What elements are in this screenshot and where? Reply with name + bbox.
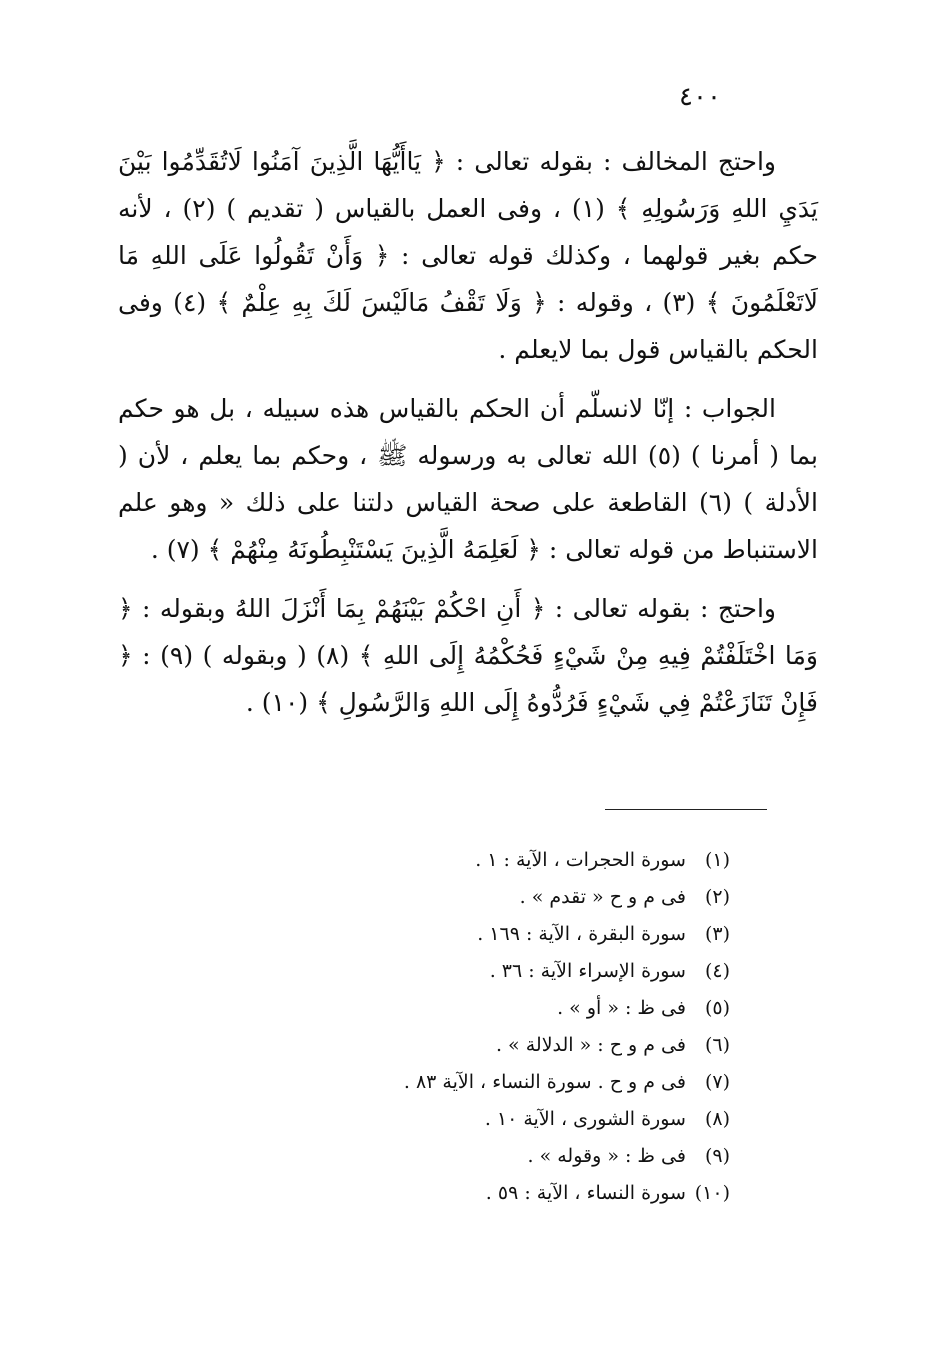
paragraph-reply: الجواب : إنّا لانسلّم أن الحكم بالقياس هذه سبيله ، بل هو حكم بما ( أمرنا ) (٥) الله تعالى به ورسوله ﷺ ، وحكم بما يعلم ، لأن ( الأدلة ) (٦) القاطعة على صحة القياس دلتنا على ذلك « وهو علم الاستنباط من قوله تعالى : ﴿ لَعَلِمَهُ الَّذِينَ يَسْتَنْبِطُونَهُ مِنْهُمْ ﴾ (٧) .: [118, 394, 818, 564]
footnote-number: (٢): [704, 886, 730, 908]
footnote-item: [310, 1027, 730, 1064]
footnote-item: [310, 1138, 730, 1175]
footnote-text: فى ظ : « أو » .: [557, 997, 686, 1019]
footnote-number: (٦): [704, 1034, 730, 1056]
footnote-text: سورة الحجرات ، الآية : ١ .: [475, 849, 686, 871]
main-text: [118, 138, 818, 726]
footnote-number: (٩): [704, 1145, 730, 1167]
footnote-number: (٥): [704, 997, 730, 1019]
footnote-item: [310, 953, 730, 990]
footnote-item: [310, 916, 730, 953]
paragraph-second-argument: واحتج : بقوله تعالى : ﴿ أَنِ احْكُمْ بَيْنَهُمْ بِمَا أَنْزَلَ اللهُ وبقوله : ﴿ وَمَا اخْتَلَفْتُمْ فِيهِ مِنْ شَيْءٍ فَحُكْمُهُ إِلَى اللهِ ﴾ (٨) ( وبقوله ) (٩) : ﴿ فَإِنْ تَنَازَعْتُمْ فِي شَيْءٍ فَرُدُّوهُ إِلَى اللهِ وَالرَّسُولِ ﴾ (١٠) .: [118, 594, 818, 717]
footnote-text: سورة النساء ، الآية : ٥٩ .: [485, 1182, 686, 1204]
footnote-item: [310, 990, 730, 1027]
footnote-text: سورة البقرة ، الآية : ١٦٩ .: [477, 923, 686, 945]
footnote-item: [310, 842, 730, 879]
footnote-text: سورة الإسراء الآية : ٣٦ .: [489, 960, 686, 982]
footnote-text: فى م و ح « تقدم » .: [519, 886, 686, 908]
footnote-number: (٣): [704, 923, 730, 945]
footnote-number: (١): [704, 849, 730, 871]
footnote-item: [310, 1175, 730, 1212]
footnote-number: (١٠): [694, 1182, 730, 1204]
paragraph-opponent-argument: واحتج المخالف : بقوله تعالى : ﴿ يَاأَيُّهَا الَّذِينَ آمَنُوا لَاتُقَدِّمُوا بَيْنَ يَدَيِ اللهِ وَرَسُولِهِ ﴾ (١) ، وفى العمل بالقياس ( تقديم ) (٢) ، لأنه حكم بغير قولهما ، وكذلك قوله تعالى : ﴿ وَأَنْ تَقُولُوا عَلَى اللهِ مَا لَاتَعْلَمُونَ ﴾ (٣) ، وقوله : ﴿ وَلَا تَقْفُ مَالَيْسَ لَكَ بِهِ عِلْمٌ ﴾ (٤) وفى الحكم بالقياس قول بما لايعلم .: [118, 147, 819, 364]
footnote-number: (٨): [704, 1108, 730, 1130]
footnote-number: (٤): [704, 960, 730, 982]
footnote-text: فى ظ : « وقوله » .: [527, 1145, 686, 1167]
footnote-text: فى م و ح : « الدلالة » .: [495, 1034, 686, 1056]
footnote-item: [310, 879, 730, 916]
footnote-separator: [605, 809, 767, 810]
footnote-item: [310, 1064, 730, 1101]
footnote-number: (٧): [704, 1071, 730, 1093]
footnote-item: [310, 1101, 730, 1138]
footnotes-list: [310, 842, 730, 1212]
footnote-text: سورة الشورى ، الآية ١٠ .: [484, 1108, 686, 1130]
footnote-text: فى م و ح . سورة النساء ، الآية ٨٣ .: [403, 1071, 686, 1093]
page-number: ٤٠٠: [679, 82, 721, 112]
